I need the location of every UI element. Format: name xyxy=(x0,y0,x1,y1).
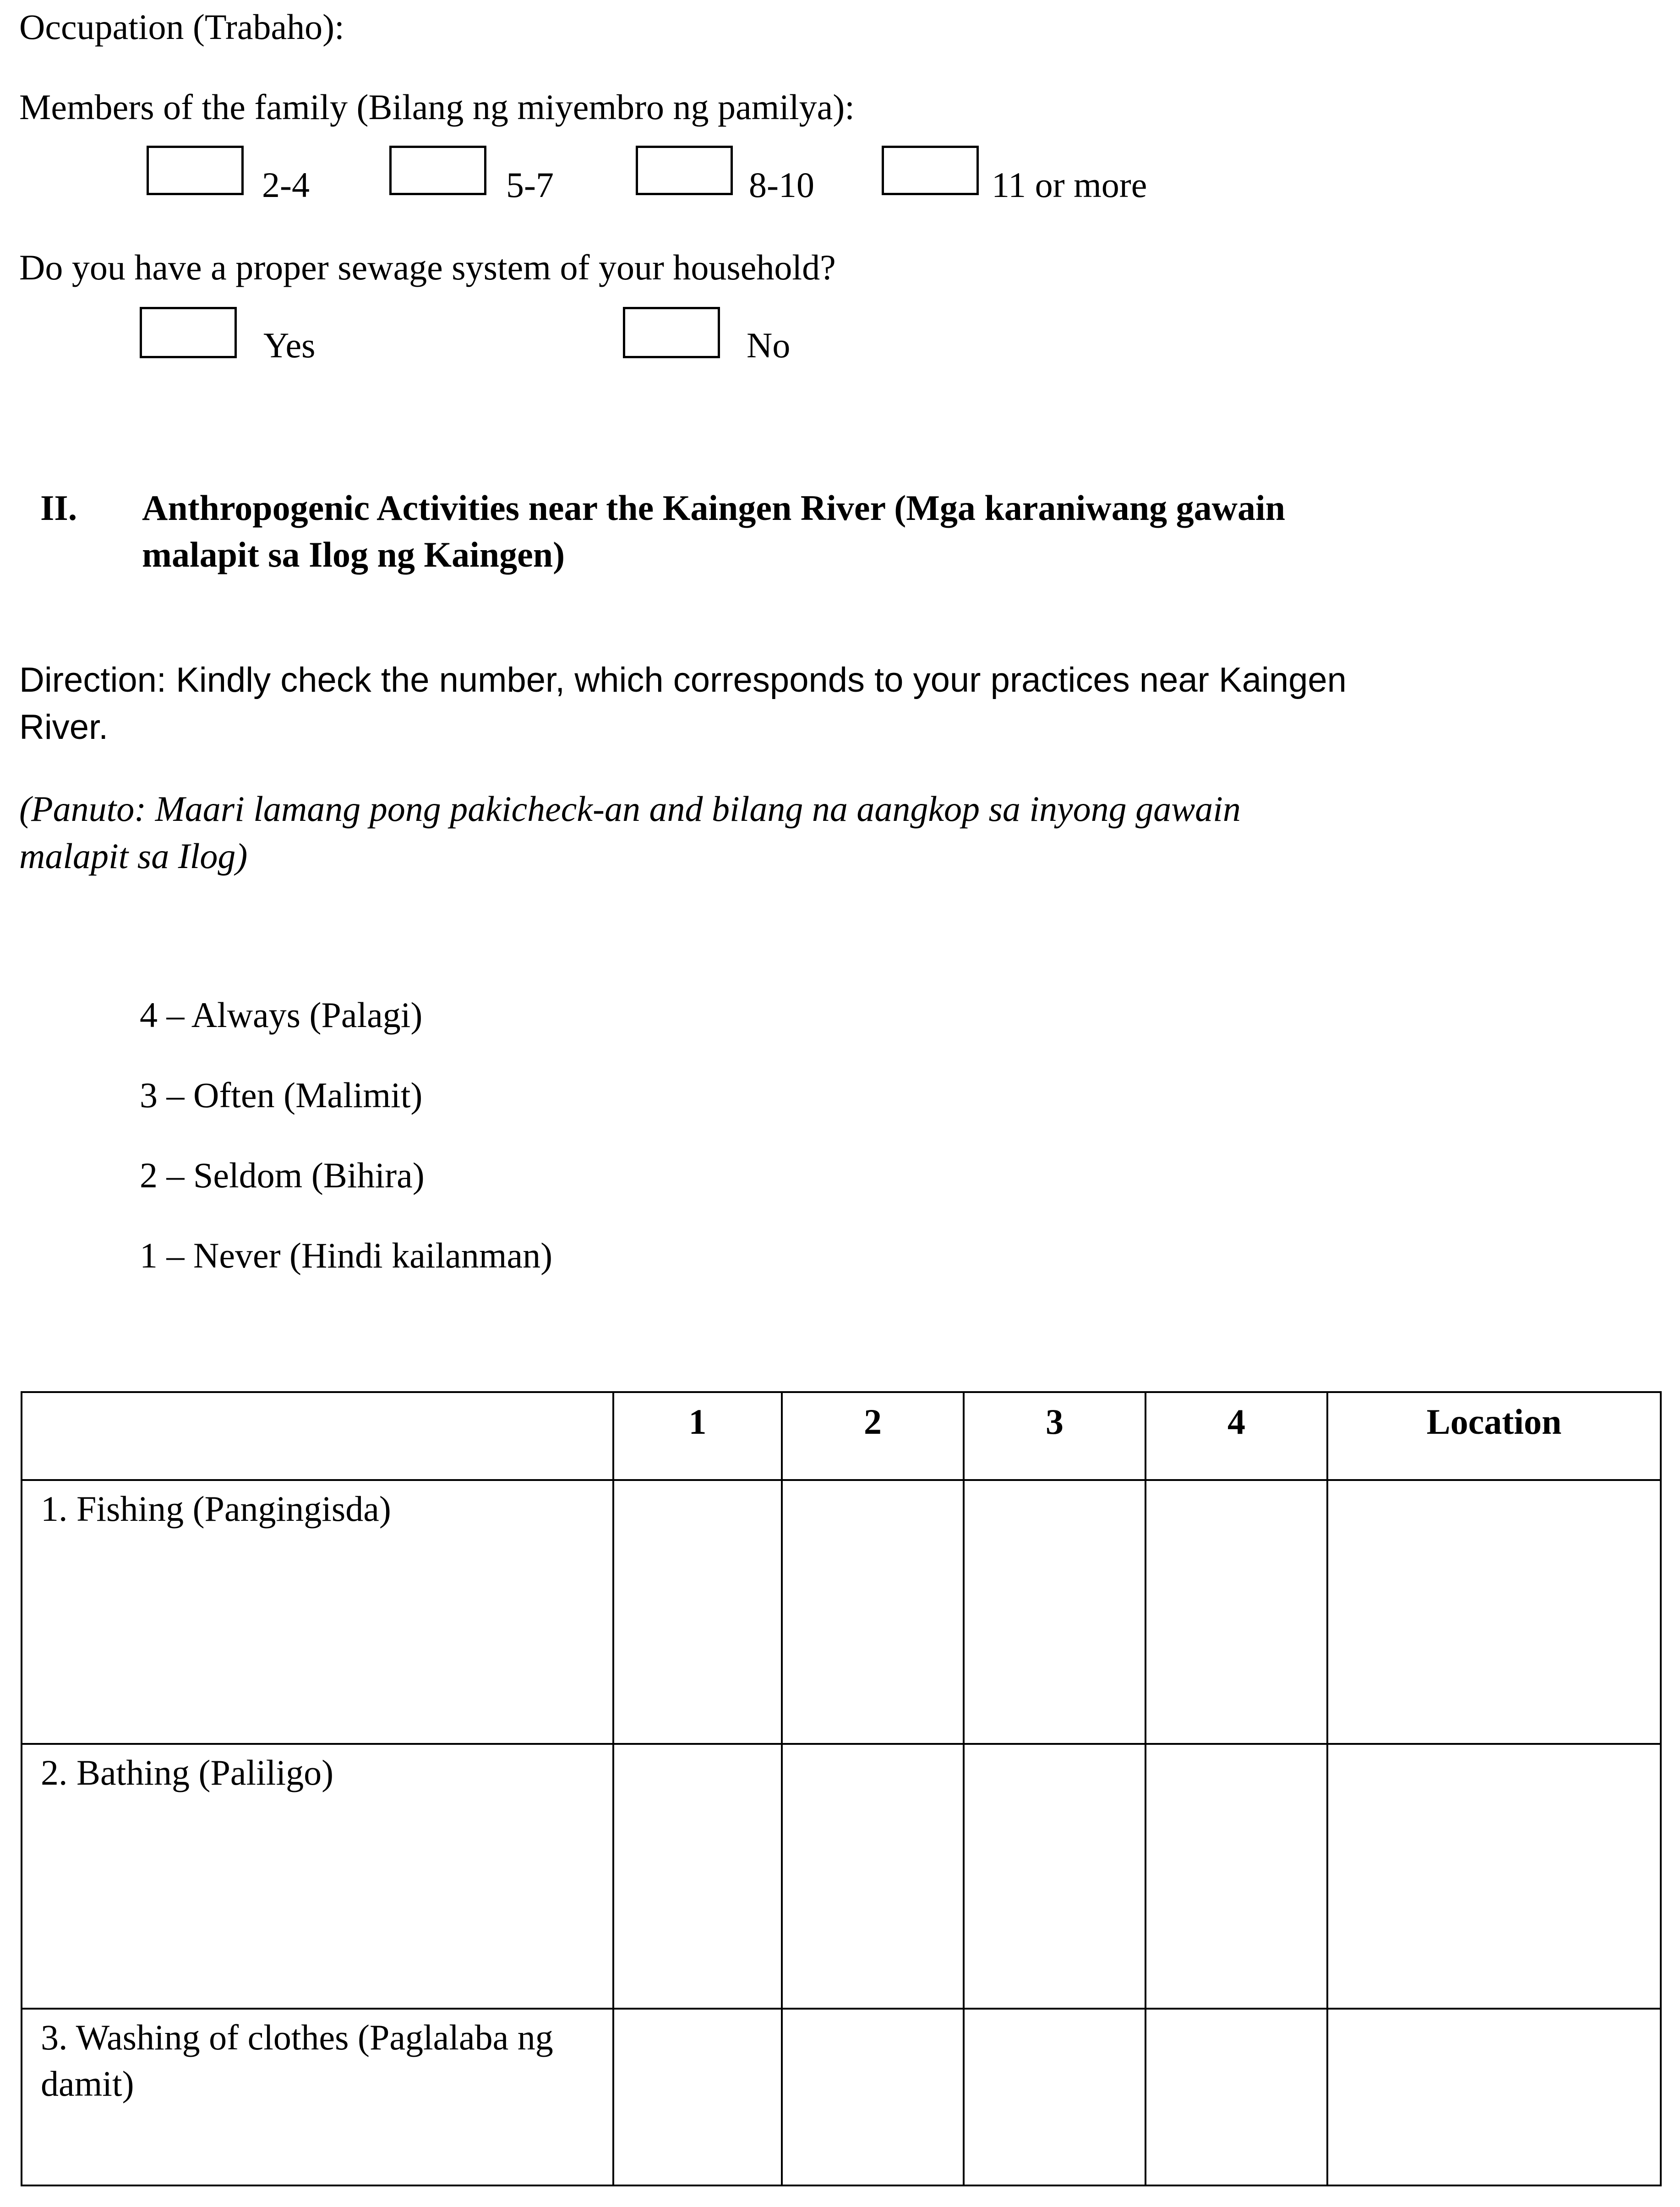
cell-fishing-3[interactable] xyxy=(964,1480,1145,1744)
header-col-4: 4 xyxy=(1145,1392,1327,1480)
cell-bathing-2[interactable] xyxy=(782,1744,964,2009)
checkbox-family-8-10[interactable] xyxy=(636,146,733,195)
table-row xyxy=(22,1744,1661,2009)
panuto-line2: malapit sa Ilog) xyxy=(19,836,248,876)
cell-bathing-4[interactable] xyxy=(1145,1744,1327,2009)
scale-item-4: 4 – Always (Palagi) xyxy=(140,995,423,1035)
cell-bathing-1[interactable] xyxy=(613,1744,782,2009)
direction-line1: Direction: Kindly check the number, which corresponds to your practices near Kaingen xyxy=(19,661,1347,699)
header-col-2: 2 xyxy=(782,1392,964,1480)
header-col-3: 3 xyxy=(964,1392,1145,1480)
option-sewage-no: No xyxy=(747,325,791,365)
row-label-washing: 3. Washing of clothes (Paglalaba ng damit) xyxy=(22,2009,613,2185)
cell-washing-2[interactable] xyxy=(782,2009,964,2185)
sewage-question: Do you have a proper sewage system of your household? xyxy=(19,247,836,287)
cell-washing-1[interactable] xyxy=(613,2009,782,2185)
header-col-1: 1 xyxy=(613,1392,782,1480)
checkbox-family-5-7[interactable] xyxy=(389,146,486,195)
cell-fishing-location[interactable] xyxy=(1327,1480,1661,1744)
checkbox-sewage-no[interactable] xyxy=(623,307,720,358)
option-sewage-yes: Yes xyxy=(263,325,316,365)
header-blank xyxy=(22,1392,613,1480)
cell-bathing-location[interactable] xyxy=(1327,1744,1661,2009)
scale-item-3: 3 – Often (Malimit) xyxy=(140,1075,423,1115)
cell-washing-4[interactable] xyxy=(1145,2009,1327,2185)
option-family-11-more: 11 or more xyxy=(992,165,1147,205)
checkbox-sewage-yes[interactable] xyxy=(140,307,237,358)
cell-fishing-4[interactable] xyxy=(1145,1480,1327,1744)
row-label-fishing: 1. Fishing (Pangingisda) xyxy=(22,1480,613,1744)
family-members-question: Members of the family (Bilang ng miyembro ng pamilya): xyxy=(19,87,855,127)
option-family-2-4: 2-4 xyxy=(262,165,310,205)
panuto-line1: (Panuto: Maari lamang pong pakicheck-an and bilang na aangkop sa inyong gawain xyxy=(19,789,1241,829)
row-label-bathing: 2. Bathing (Paliligo) xyxy=(22,1744,613,2009)
checkbox-family-11-more[interactable] xyxy=(882,146,979,195)
header-location: Location xyxy=(1327,1392,1661,1480)
cell-fishing-1[interactable] xyxy=(613,1480,782,1744)
scale-item-1: 1 – Never (Hindi kailanman) xyxy=(140,1235,553,1275)
cell-fishing-2[interactable] xyxy=(782,1480,964,1744)
direction-line2: River. xyxy=(19,708,109,747)
scale-item-2: 2 – Seldom (Bihira) xyxy=(140,1155,425,1195)
section-number: II. xyxy=(40,488,77,528)
option-family-5-7: 5-7 xyxy=(506,165,554,205)
checkbox-family-2-4[interactable] xyxy=(147,146,244,195)
table-row xyxy=(22,1480,1661,1744)
section-title-line1: Anthropogenic Activities near the Kaingen River (Mga karaniwang gawain xyxy=(142,488,1285,528)
table-header-row xyxy=(22,1392,1661,1480)
option-family-8-10: 8-10 xyxy=(749,165,814,205)
activities-table xyxy=(21,1391,1662,2186)
section-title-line2: malapit sa Ilog ng Kaingen) xyxy=(142,535,565,574)
occupation-label: Occupation (Trabaho): xyxy=(19,7,344,47)
cell-bathing-3[interactable] xyxy=(964,1744,1145,2009)
table-row xyxy=(22,2009,1661,2185)
cell-washing-location[interactable] xyxy=(1327,2009,1661,2185)
cell-washing-3[interactable] xyxy=(964,2009,1145,2185)
